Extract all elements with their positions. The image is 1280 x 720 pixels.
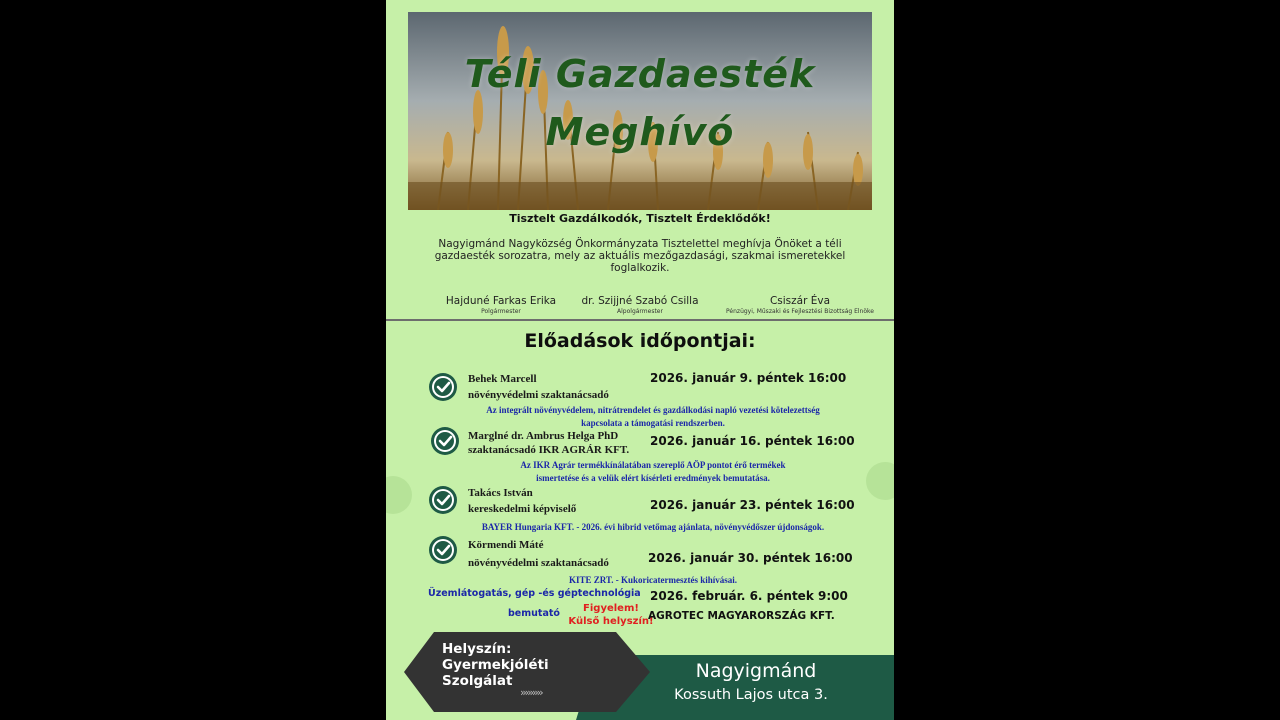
street-address: Kossuth Lajos utca 3. <box>674 687 828 703</box>
speaker-name: Marglné dr. Ambrus Helga PhD <box>468 430 619 442</box>
signature-name: dr. Szijjné Szabó Csilla <box>581 295 699 307</box>
signature-role: Pénzügyi, Műszaki és Fejlesztési Bizottság Elnöke <box>726 308 874 315</box>
lecture-topic <box>446 521 860 534</box>
speaker-title: szaktanácsadó IKR AGRÁR KFT. <box>468 444 630 456</box>
chevron-arrows-icon: ››››››››› <box>520 686 542 699</box>
special-event-label-line1: Üzemlátogatás, gép -és géptechnológia <box>428 588 641 599</box>
speaker-title: növényvédelmi szaktanácsadó <box>468 557 609 569</box>
divider <box>386 319 894 321</box>
topic-line: KITE ZRT. - Kukoricatermesztés kihívásai. <box>568 575 737 585</box>
checkmark-icon <box>428 372 458 402</box>
checkmark-icon <box>430 426 460 456</box>
special-event-label-line2: bemutató <box>508 608 560 619</box>
signature-mayor <box>426 295 576 315</box>
location-label-line: Helyszín: <box>442 641 512 657</box>
signature-role: Alpolgármester <box>617 308 663 315</box>
schedule-heading: Előadások időpontjai: <box>524 330 756 352</box>
lecture-topic <box>446 459 860 485</box>
city-name: Nagyigmánd <box>695 660 817 682</box>
wheat-field-banner <box>408 12 872 210</box>
signature-role: Polgármester <box>481 308 521 315</box>
lecture-topic <box>446 574 860 587</box>
decorative-circle <box>386 476 412 514</box>
lecture-date: 2026. január 30. péntek 16:00 <box>648 551 853 565</box>
topic-line: Az IKR Agrár termékkínálatában szereplő AÖP pontot érő termékek <box>520 460 786 470</box>
signature-name: Hajduné Farkas Erika <box>445 295 557 307</box>
signature-committee-chair <box>714 295 886 315</box>
speaker-name: Behek Marcell <box>468 373 537 385</box>
invitation-poster <box>386 0 894 720</box>
special-event-organizer: AGROTEC MAGYARORSZÁG KFT. <box>648 610 835 622</box>
speaker-title: kereskedelmi képviselő <box>468 503 577 515</box>
lecture-topic <box>446 404 860 430</box>
topic-line: kapcsolata a támogatási rendszerben. <box>581 418 725 428</box>
external-venue-warning <box>566 602 656 628</box>
lecture-date: 2026. január 16. péntek 16:00 <box>650 434 855 448</box>
topic-line: BAYER Hungaria KFT. - 2026. évi hibrid vetőmag ajánlata, növényvédőszer újdonságok. <box>481 522 825 532</box>
location-label-line: Szolgálat <box>442 673 513 689</box>
signature-deputy-mayor <box>572 295 708 315</box>
warning-line: Külső helyszín! <box>568 616 654 627</box>
lecture-date: 2026. január 9. péntek 16:00 <box>650 371 847 385</box>
signature-name: Csiszár Éva <box>769 295 831 307</box>
location-label <box>442 641 549 689</box>
title-line-2: Meghívó <box>545 110 735 154</box>
decorative-circle <box>866 462 894 500</box>
topic-line: ismertetése és a velük elért kísérleti eredmények bemutatása. <box>536 473 770 483</box>
speaker-name: Körmendi Máté <box>468 539 544 551</box>
title-line-1: Téli Gazdaesték <box>464 52 816 96</box>
lecture-date: 2026. január 23. péntek 16:00 <box>650 498 855 512</box>
checkmark-icon <box>428 485 458 515</box>
special-event-date: 2026. február. 6. péntek 9:00 <box>650 589 848 603</box>
greeting: Tisztelt Gazdálkodók, Tisztelt Érdeklődők! <box>509 212 771 225</box>
warning-line: Figyelem! <box>583 603 639 614</box>
speaker-title: növényvédelmi szaktanácsadó <box>468 389 609 401</box>
location-label-line: Gyermekjóléti <box>442 657 549 673</box>
intro-text: Nagyigmánd Nagyközség Önkormányzata Tisztelettel meghívja Önöket a téli gazdaesték sorozatra, mely az aktuális mezőgazdasági, szakmai ismeretekkel foglalkozik. <box>434 238 846 274</box>
checkmark-icon <box>428 535 458 565</box>
speaker-name: Takács István <box>468 487 533 499</box>
topic-line: Az integrált növényvédelem, nitrátrendelet és gazdálkodási napló vezetési kötelezettség <box>486 405 820 415</box>
